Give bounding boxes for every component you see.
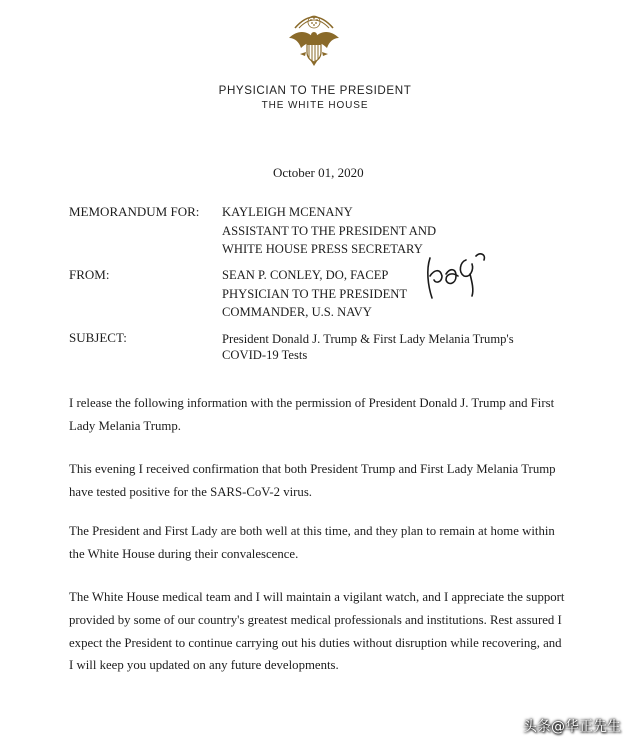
paragraph-line: Lady Melania Trump. (69, 418, 181, 433)
source-watermark: 头条@华正先生 (523, 719, 621, 735)
paragraph-line: I will keep you updated on any future developments. (69, 658, 339, 673)
handwritten-signature (420, 246, 492, 310)
from-sender (222, 266, 407, 322)
paragraph-line: expect the President to continue carrying out his duties without disruption while recovering, and (69, 635, 562, 650)
recipient-line: KAYLEIGH MCENANY (222, 205, 353, 219)
recipient-line: WHITE HOUSE PRESS SECRETARY (222, 242, 423, 256)
memo-date: October 01, 2020 (273, 165, 364, 180)
sender-line: COMMANDER, U.S. NAVY (222, 305, 372, 319)
memorandum-for-recipient (222, 203, 436, 259)
subject-label: SUBJECT: (69, 330, 127, 345)
presidential-seal-icon (281, 8, 347, 74)
paragraph-line: The White House medical team and I will maintain a vigilant watch, and I appreciate the support (69, 590, 565, 604)
subject-line: President Donald J. Trump & First Lady Melania Trump's (222, 332, 514, 346)
letterhead-subtitle: THE WHITE HOUSE (261, 100, 369, 111)
memorandum-for-label: MEMORANDUM FOR: (69, 204, 200, 219)
body-paragraph-condition (69, 520, 569, 566)
from-label: FROM: (69, 267, 110, 282)
body-paragraph-medical-team (69, 586, 569, 677)
paragraph-line: The President and First Lady are both well at this time, and they plan to remain at home within (69, 524, 555, 538)
body-paragraph-permission (69, 392, 569, 438)
paragraph-line: provided by some of our country's greatest medical professionals and institutions. Rest assured I (69, 612, 562, 627)
subject-text (222, 331, 514, 363)
sender-line: PHYSICIAN TO THE PRESIDENT (222, 286, 408, 301)
paragraph-line: I release the following information with the permission of President Donald J. Trump and First (69, 396, 555, 410)
subject-line: COVID-19 Tests (222, 348, 308, 362)
body-paragraph-test-result (69, 458, 569, 504)
paragraph-line: the White House during their convalescence. (69, 546, 299, 561)
paragraph-line: have tested positive for the SARS-CoV-2 virus. (69, 484, 313, 499)
paragraph-line: This evening I received confirmation that both President Trump and First Lady Melania Trump (69, 462, 556, 476)
sender-line: SEAN P. CONLEY, DO, FACEP (222, 268, 389, 282)
recipient-line: ASSISTANT TO THE PRESIDENT AND (222, 223, 437, 238)
letterhead-title: PHYSICIAN TO THE PRESIDENT (218, 84, 412, 97)
